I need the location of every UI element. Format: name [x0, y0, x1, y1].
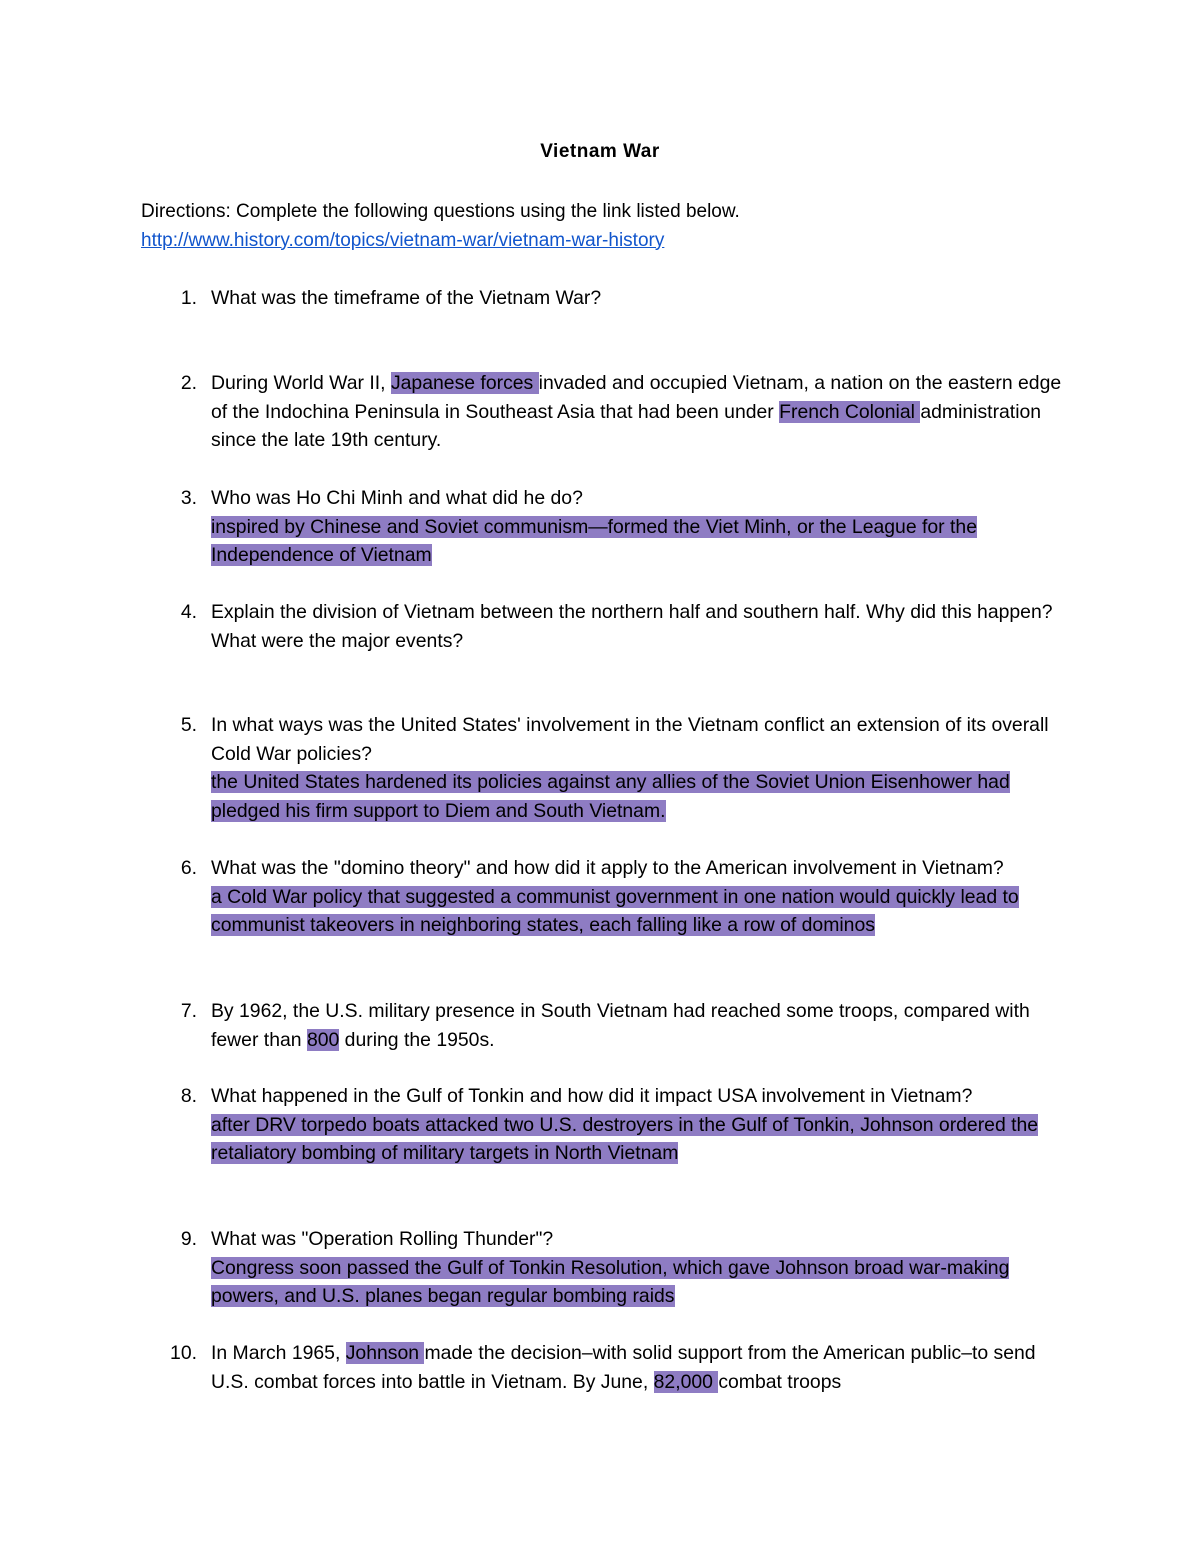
question-text: During World War II,	[211, 372, 391, 394]
question-number: 6.	[180, 857, 197, 879]
question-text: In what ways was the United States' involvement in the Vietnam conflict an extension of its overall Cold War policies?	[211, 714, 1049, 765]
question-text: What happened in the Gulf of Tonkin and how did it impact USA involvement in Vietnam?	[211, 1085, 973, 1107]
question-number: 8.	[180, 1085, 197, 1107]
answer-highlight: a Cold War policy that suggested a communist government in one nation would quickly lead to communist takeovers in neighboring states, each falling like a row of dominos	[211, 885, 1019, 937]
question-text: combat troops	[718, 1370, 842, 1393]
question-number: 4.	[180, 601, 197, 623]
question-text: Explain the division of Vietnam between the northern half and southern half. Why did this happen? What were the major events?	[211, 601, 1053, 652]
answer-highlight: Johnson	[345, 1342, 425, 1364]
question-text: What was the timeframe of the Vietnam War?	[211, 287, 602, 309]
question-number: 1.	[180, 287, 197, 309]
question-number: 5.	[180, 714, 197, 736]
page-title: Vietnam War	[540, 141, 660, 162]
directions-text: Directions: Complete the following questions using the link listed below.	[141, 201, 740, 222]
question-text: during the 1950s.	[339, 1028, 495, 1051]
answer-highlight: inspired by Chinese and Soviet communism—formed the Viet Minh, or the League for the Independence of Vietnam	[211, 515, 977, 567]
question-text: What was the "domino theory" and how did it apply to the American involvement in Vietnam?	[211, 857, 1004, 879]
directions	[141, 198, 1071, 255]
answer-highlight: the United States hardened its policies against any allies of the Soviet Union Eisenhower had pledged his firm support to Diem and South Vietnam.	[211, 771, 1010, 822]
question-number: 7.	[180, 1000, 197, 1022]
question-text: What was "Operation Rolling Thunder"?	[211, 1228, 554, 1250]
question-number: 9.	[180, 1228, 197, 1250]
question-number: 10.	[170, 1342, 197, 1364]
question-number: 2.	[180, 372, 197, 394]
answer-highlight: Congress soon passed the Gulf of Tonkin Resolution, which gave Johnson broad war-making powers, and U.S. planes began regular bombing raids	[211, 1256, 1010, 1308]
history-link[interactable]: http://www.history.com/topics/vietnam-war/vietnam-war-history	[141, 229, 665, 251]
answer-highlight: after DRV torpedo boats attacked two U.S. destroyers in the Gulf of Tonkin, Johnson ordered the retaliatory bombing of military targets in North Vietnam	[211, 1113, 1039, 1165]
answer-highlight: 800	[306, 1028, 340, 1051]
question-number: 3.	[180, 487, 197, 509]
question-text: Who was Ho Chi Minh and what did he do?	[211, 487, 583, 509]
question-text: In March 1965,	[211, 1342, 346, 1364]
question-text: made the decision–with solid support from the American public–to send U.S. combat forces into battle in Vietnam. By June,	[211, 1342, 1036, 1393]
answer-highlight: Japanese forces	[390, 372, 539, 394]
question-text: By 1962, the U.S. military presence in South Vietnam had reached some troops, compared with fewer than	[211, 1000, 1030, 1051]
question-text: invaded and occupied Vietnam, a nation on the eastern edge of the Indochina Peninsula in Southeast Asia that had been under	[211, 372, 1062, 423]
answer-highlight: French Colonial	[779, 400, 921, 423]
question-text: administration since the late 19th century.	[211, 400, 1042, 452]
answer-highlight: 82,000	[653, 1370, 719, 1393]
